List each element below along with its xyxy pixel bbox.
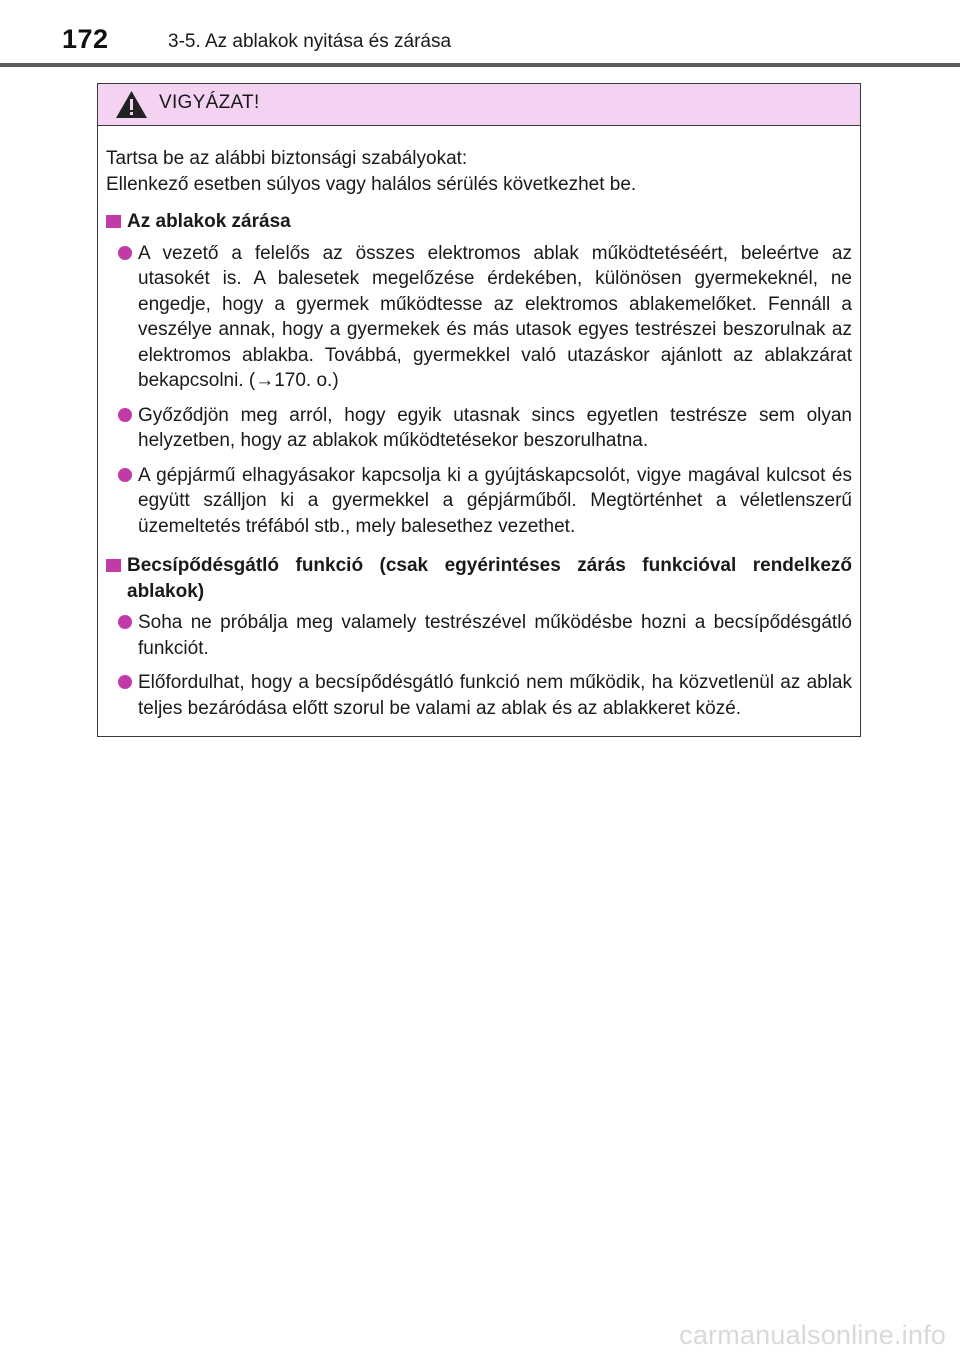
circle-bullet-icon — [118, 675, 132, 689]
circle-bullet-icon — [118, 408, 132, 422]
watermark: carmanualsonline.info — [679, 1320, 946, 1350]
list-item: A vezető a felelős az összes elektromos ablak működtetéséért, beleértve az utasokét is. A balesetek megelőzése érdekében, különösen gyermekeknél, ne engedje, hogy a gyermek működtesse az elektromos ablakemelőket. Fennáll a veszélye annak, hogy a gyermekek és más utasok egyes testrészei beszorulnak az elektromos ablakba. Továbbá, gyermekkel való utazáskor ajánlott az ablakzárat bekapcsolni. (→170. o.) — [106, 241, 852, 394]
header-divider — [0, 63, 960, 67]
warning-triangle-icon — [115, 90, 148, 119]
intro-line-2: Ellenkező esetben súlyos vagy halálos sérülés következhet be. — [106, 173, 637, 195]
list-item: A gépjármű elhagyásakor kapcsolja ki a gyújtáskapcsolót, vigye magával kulcsot és együtt szálljon ki a gyermekkel a gépjárműből. Megtörténhet a véletlenszerű üzemeltetés tréfából stb., mely balesethez vezethet. — [106, 463, 852, 540]
caution-box — [97, 83, 861, 737]
section-heading: Az ablakok zárása — [106, 209, 852, 235]
list-item: Soha ne próbálja meg valamely testrészével működésbe hozni a becsípődésgátló funkciót. — [106, 610, 852, 661]
page-number: 172 — [62, 24, 109, 54]
caution-body — [98, 126, 860, 721]
square-bullet-icon — [106, 559, 121, 572]
list-item: Győződjön meg arról, hogy egyik utasnak sincs egyetlen testrésze sem olyan helyzetben, hogy az ablakok működtetésekor beszorulhatna. — [106, 403, 852, 454]
page-header — [0, 0, 960, 70]
section-heading: Becsípődésgátló funkció (csak egyérintéses zárás funkcióval rendelkező ablakok) — [106, 553, 852, 604]
square-bullet-icon — [106, 215, 121, 228]
intro-line-1: Tartsa be az alábbi biztonsági szabályokat: — [106, 148, 468, 169]
circle-bullet-icon — [118, 246, 132, 260]
list-item: Előfordulhat, hogy a becsípődésgátló funkció nem működik, ha közvetlenül az ablak teljes bezáródása előtt szorul be valami az ablak és az ablakkeret közé. — [106, 670, 852, 721]
circle-bullet-icon — [118, 468, 132, 482]
caution-header — [98, 84, 860, 126]
circle-bullet-icon — [118, 615, 132, 629]
caution-label: VIGYÁZAT! — [159, 92, 260, 113]
section-title: 3-5. Az ablakok nyitása és zárása — [168, 31, 452, 52]
